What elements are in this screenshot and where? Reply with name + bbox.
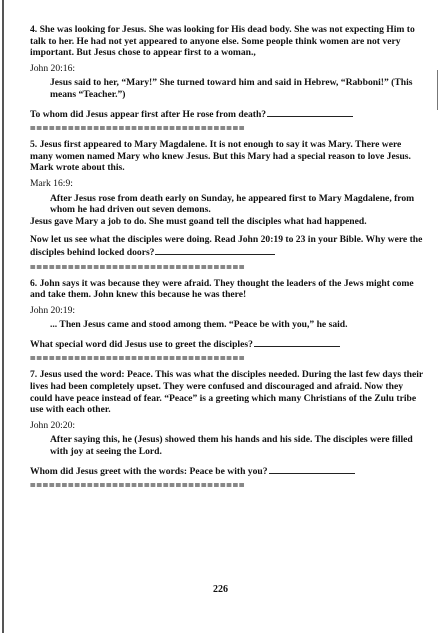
section-5-reference: Mark 16:9: — [30, 177, 73, 189]
section-6-reference: John 20:19: — [30, 304, 76, 316]
scan-edge-right — [437, 70, 438, 110]
section-4-paragraph: 4. She was looking for Jesus. She was looking for His dead body. She was not expecting Him to talk to her. He had not yet appeared to anyone else. Some people think women are not very important. But Jesus chose to appear first to a woman., — [30, 24, 415, 59]
answer-blank[interactable] — [269, 465, 355, 474]
separator-line: ================================== — [30, 481, 246, 492]
section-7-question — [30, 465, 426, 478]
section-6-question — [30, 338, 426, 351]
section-6-question-text: What special word did Jesus use to greet the disciples? — [30, 338, 253, 350]
section-5-quote: After Jesus rose from death early on Sunday, he appeared first to Mary Magdalene, from whom he had driven out seven demons. — [50, 192, 415, 216]
answer-blank[interactable] — [267, 108, 353, 117]
page-number: 226 — [213, 584, 228, 595]
separator-line: ================================== — [30, 354, 246, 365]
section-5-paragraph-2: Jesus gave Mary a job to do. She must goand tell the disciples what had happened. — [30, 215, 367, 227]
section-4-quote: Jesus said to her, “Mary!” She turned toward him and said in Hebrew, “Rabboni!” (This means “Teacher.”) — [50, 77, 413, 100]
section-6-paragraph: 6. John says it was because they were afraid. They thought the leaders of the Jews might come and take them. John knew this because he was there! — [30, 277, 414, 301]
section-5-paragraph: 5. Jesus first appeared to Mary Magdalene. It is not enough to say it was Mary. There were many women named Mary who knew Jesus. But this Mary had a special reason to love Jesus. Mark wrote about this. — [30, 139, 411, 174]
section-4-question-text: To whom did Jesus appear first after He rose from death? — [30, 108, 267, 120]
section-7-reference: John 20:20: — [30, 419, 76, 431]
separator-line: ================================== — [30, 262, 246, 273]
section-5-question-text: Now let us see what the disciples were doing. Read John 20:19 to 23 in your Bible. Why were the disciples behind locked doors? — [30, 234, 423, 258]
section-7-quote: After saying this, he (Jesus) showed them his hands and his side. The disciples were filled with joy at seeing the Lord. — [50, 434, 413, 458]
section-5-question — [30, 234, 426, 258]
page-content — [30, 24, 426, 496]
section-7-paragraph: 7. Jesus used the word: Peace. This was what the disciples needed. During the last few days their lives had been completely upset. They were confused and discouraged and afraid. Now they could have peace instead of fear. “Peace” is a greeting which many Christians of the Zulu tribe use with each other. — [30, 369, 423, 416]
section-4-reference: John 20:16: — [30, 62, 76, 74]
answer-blank[interactable] — [254, 338, 340, 347]
section-7-question-text: Whom did Jesus greet with the words: Peace be with you? — [30, 465, 268, 477]
scan-edge-left — [2, 0, 4, 633]
answer-blank[interactable] — [155, 246, 275, 255]
separator-line: ================================== — [30, 124, 246, 135]
section-4-question — [30, 108, 426, 121]
section-6-quote: ... Then Jesus came and stood among them. “Peace be with you,” he said. — [50, 319, 348, 331]
